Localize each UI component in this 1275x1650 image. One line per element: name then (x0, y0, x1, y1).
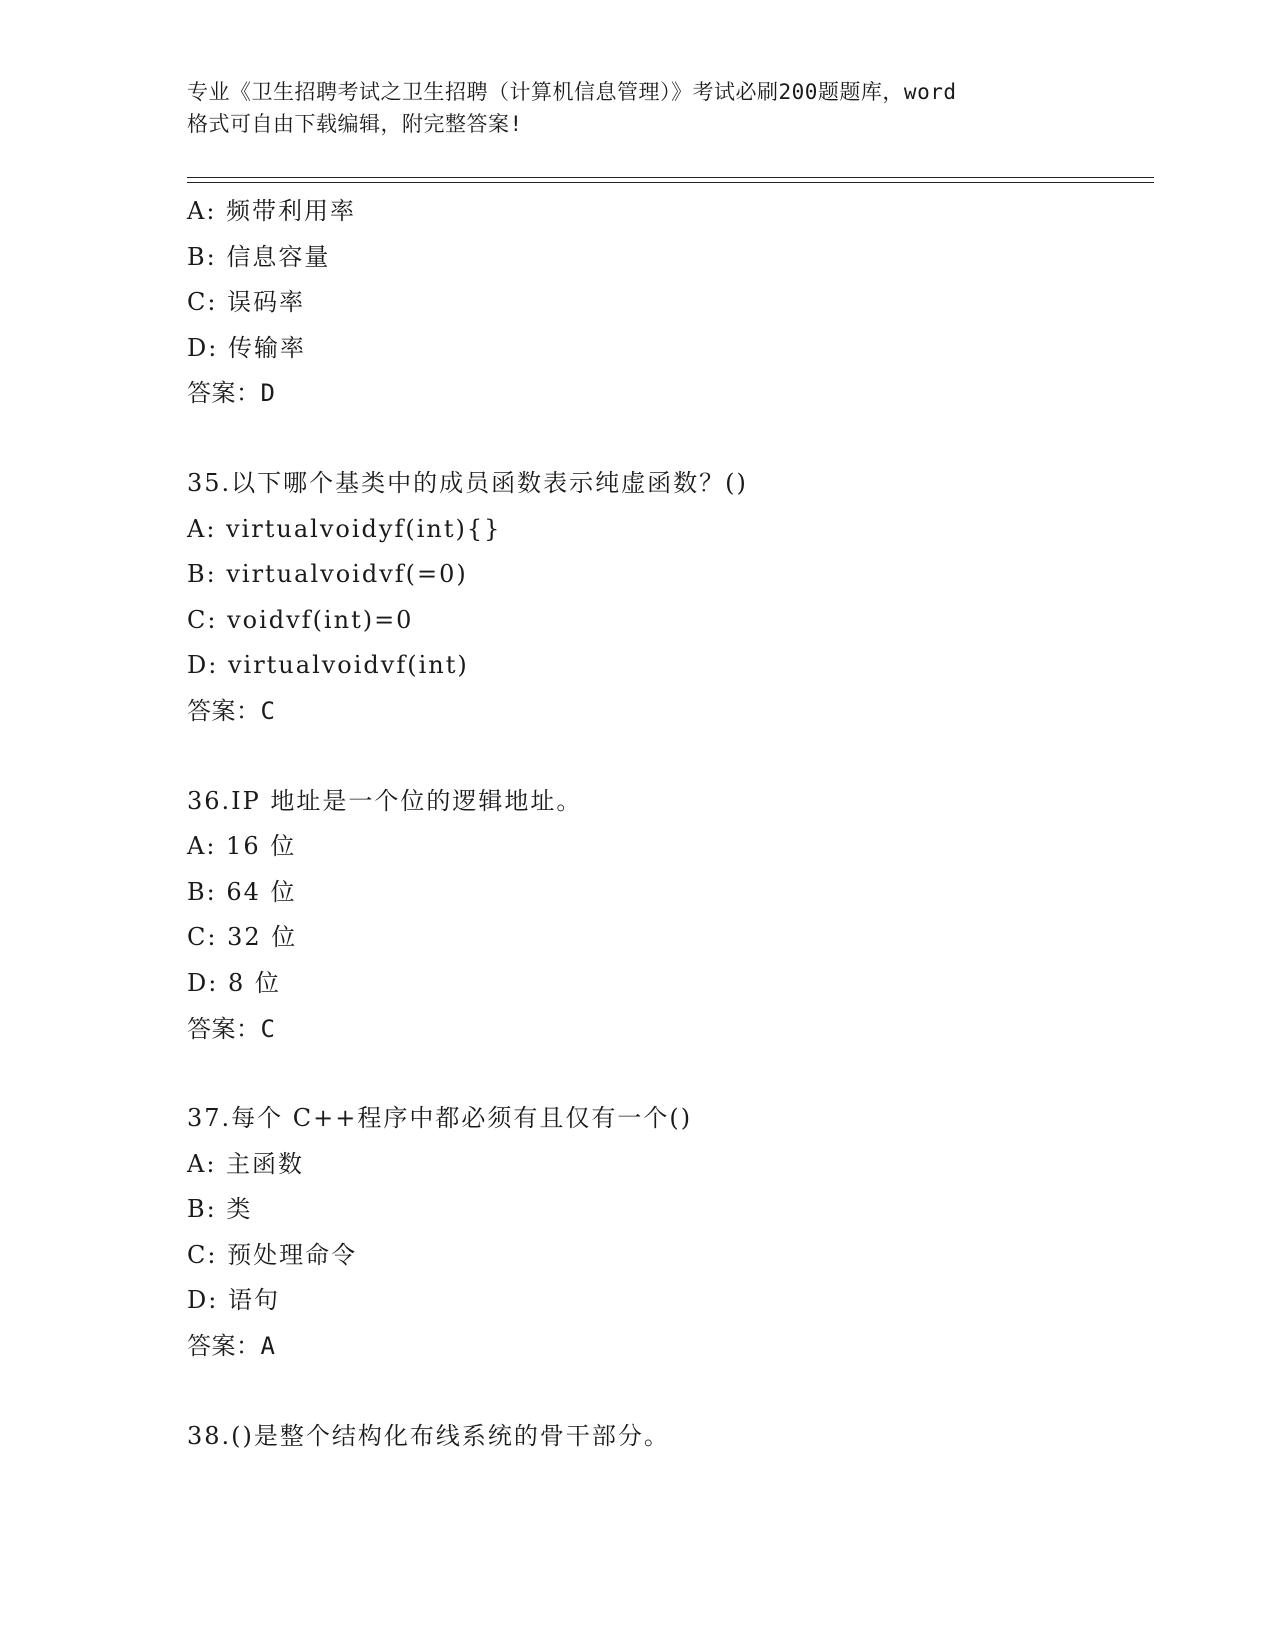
question-block (187, 189, 1147, 417)
question-text: 37.每个 C++程序中都必须有且仅有一个() (187, 1104, 693, 1133)
document-header (187, 76, 1087, 140)
option-a: A: virtualvoidyf(int){} (187, 514, 502, 543)
option-d: D: virtualvoidvf(int) (187, 651, 469, 680)
option-a: A: 频带利用率 (187, 197, 357, 225)
block-gap (187, 1370, 1147, 1414)
option-b: B: 类 (187, 1195, 253, 1224)
block-gap (187, 1052, 1147, 1096)
question-list (187, 189, 1147, 1459)
answer-line: 答案：C (187, 696, 276, 725)
option-d: D: 语句 (187, 1286, 280, 1315)
option-a: A: 主函数 (187, 1149, 305, 1178)
header-line-1: 专业《卫生招聘考试之卫生招聘（计算机信息管理）》考试必刷200题题库，word (187, 80, 957, 104)
answer-line: 答案：C (187, 1014, 276, 1043)
block-gap (187, 417, 1147, 461)
question-block (187, 461, 1147, 735)
header-rule-bottom (187, 182, 1154, 183)
block-gap (187, 735, 1147, 779)
answer-line: 答案：A (187, 1332, 276, 1361)
header-rule-top (187, 177, 1154, 178)
question-text: 38.()是整个结构化布线系统的骨干部分。 (187, 1421, 670, 1450)
header-line-2: 格式可自由下载编辑，附完整答案! (187, 112, 523, 136)
option-c: C: 误码率 (187, 288, 306, 317)
option-c: C: 预处理命令 (187, 1240, 358, 1269)
option-b: B: virtualvoidvf(=0) (187, 560, 468, 589)
question-text: 36.IP 地址是一个位的逻辑地址。 (187, 786, 583, 815)
option-c: C: 32 位 (187, 923, 298, 952)
option-b: B: 信息容量 (187, 242, 331, 271)
question-block (187, 1096, 1147, 1370)
question-block (187, 779, 1147, 1053)
answer-line: 答案：D (187, 379, 276, 408)
question-block (187, 1414, 1147, 1460)
option-d: D: 8 位 (187, 968, 281, 997)
option-d: D: 传输率 (187, 333, 306, 362)
option-a: A: 16 位 (187, 832, 297, 861)
option-b: B: 64 位 (187, 877, 297, 906)
option-c: C: voidvf(int)=0 (187, 605, 414, 634)
question-text: 35.以下哪个基类中的成员函数表示纯虚函数？() (187, 468, 748, 497)
